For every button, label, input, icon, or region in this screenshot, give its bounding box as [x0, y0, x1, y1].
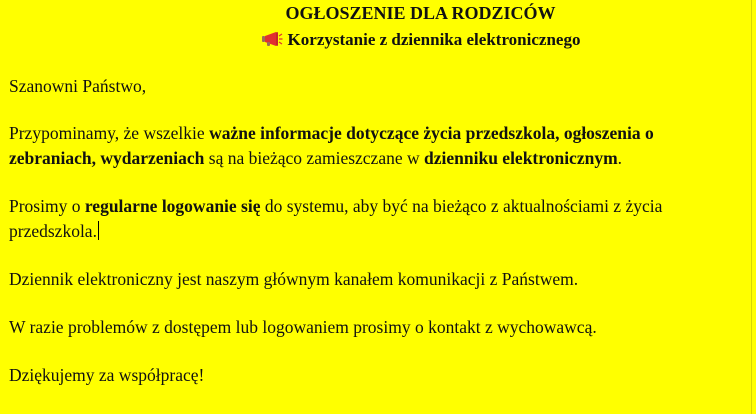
thanks-paragraph: Dziękujemy za współpracę! — [9, 365, 205, 385]
problems-paragraph: W razie problemów z dostępem lub logowaniem prosimy o kontakt z wychowawcą. — [9, 317, 597, 337]
reminder-bold-1: ważne informacje dotyczące życia przedszkola, ogłoszenia o zebraniach, wydarzeniach — [9, 123, 654, 168]
reminder-text-3: . — [617, 148, 623, 168]
vertical-scrollbar[interactable] — [751, 0, 756, 414]
request-text-2: do systemu, aby być na bieżąco z aktualnościami z życia przedszkola. — [9, 196, 663, 241]
reminder-bold-2: dzienniku elektronicznym — [424, 148, 618, 168]
reminder-text-2: są na bieżąco zamieszczane w — [204, 148, 424, 168]
reminder-paragraph — [9, 121, 734, 171]
reminder-text-1: Przypominamy, że wszelkie — [9, 123, 210, 143]
megaphone-icon — [261, 31, 283, 47]
page-subtitle — [9, 29, 734, 51]
request-paragraph — [9, 194, 734, 244]
page-title: OGŁOSZENIE DLA RODZICÓW — [285, 3, 556, 23]
request-text-1: Prosimy o — [9, 196, 85, 216]
text-cursor — [98, 221, 99, 240]
main-channel-paragraph: Dziennik elektroniczny jest naszym głównym kanałem komunikacji z Państwem. — [9, 269, 579, 289]
request-bold-1: regularne logowanie się — [84, 196, 261, 216]
salutation: Szanowni Państwo, — [9, 76, 147, 96]
subtitle-text: Korzystanie z dziennika elektronicznego — [287, 30, 581, 49]
